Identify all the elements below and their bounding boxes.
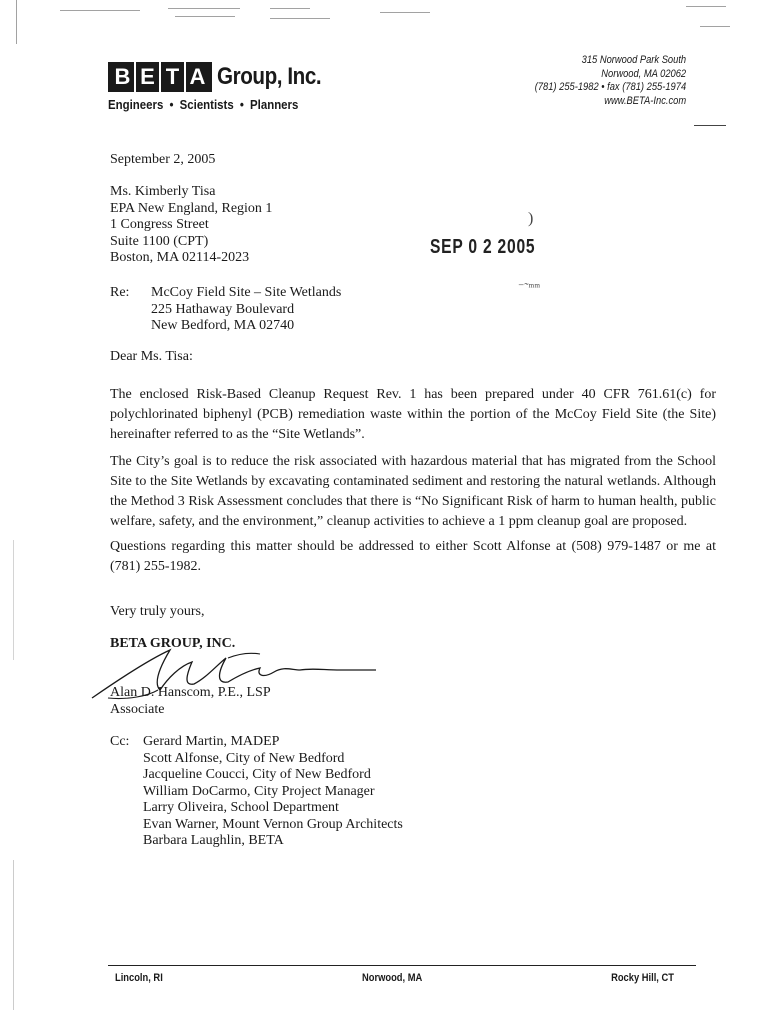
tagline-item: Engineers: [108, 97, 164, 112]
subject-lines: [151, 285, 341, 335]
body-paragraph: The City’s goal is to reduce the risk associated with hazardous material that has migrated from the School Site to the Site Wetlands by excavating contaminated sediment and restoring the natural wetlands. Although the Method 3 Risk Assessment concludes that there is “No Significant Risk of harm to human health, public welfare, safety, and the environment,” cleanup activities to achieve a 1 ppm cleanup goal are proposed.: [110, 454, 716, 529]
address-line: 315 Norwood Park South: [581, 54, 686, 66]
scan-artifact: [270, 18, 330, 19]
subject-line: New Bedford, MA 02740: [151, 318, 295, 333]
scan-artifact: [60, 10, 140, 11]
address-line: Norwood, MA 02062: [601, 67, 686, 80]
signer-block: [110, 684, 271, 718]
footer-office: Norwood, MA: [362, 972, 423, 984]
cc-recipient: William DoCarmo, City Project Manager: [143, 783, 375, 799]
address-line: (781) 255-1982 • fax (781) 255-1974: [534, 81, 686, 93]
header-rule: [694, 125, 726, 126]
scan-artifact: [13, 860, 14, 1010]
signer-name: Alan D. Hanscom, P.E., LSP: [110, 685, 271, 700]
cc-label: Cc:: [110, 734, 130, 749]
logo-letter-block: [108, 62, 212, 92]
tagline-item: Planners: [250, 97, 299, 112]
cc-recipient: Gerard Martin, MADEP: [143, 734, 280, 749]
recipient-line: 1 Congress Street: [110, 217, 209, 232]
subject-line: McCoy Field Site – Site Wetlands: [151, 285, 342, 300]
stamp-mark: ⁻˜ᵐᵐ: [518, 280, 541, 294]
scan-artifact: [686, 6, 726, 7]
scan-artifact: [13, 540, 14, 660]
website-link[interactable]: www.BETA-Inc.com: [604, 94, 686, 107]
logo-letter: A: [189, 64, 206, 89]
bullet-separator: •: [169, 97, 174, 112]
scan-artifact: [175, 16, 235, 17]
scan-artifact: [700, 26, 730, 27]
scan-artifact: [380, 12, 430, 13]
scan-artifact: [168, 8, 240, 9]
logo-letter: E: [136, 62, 161, 92]
footer-rule: [108, 965, 696, 966]
scan-artifact: [270, 8, 310, 9]
letter-date: September 2, 2005: [110, 152, 216, 167]
company-address: [535, 54, 686, 108]
subject-label: Re:: [110, 285, 130, 300]
tagline-item: Scientists: [179, 97, 234, 112]
stamp-mark: ): [528, 210, 534, 227]
footer-office: Rocky Hill, CT: [611, 972, 674, 984]
logo-letter: B: [111, 62, 136, 92]
company-tagline: [108, 97, 298, 112]
cc-recipient: Jacqueline Coucci, City of New Bedford: [143, 767, 371, 782]
cc-list: [143, 734, 403, 850]
body-paragraph: The enclosed Risk-Based Cleanup Request Rev. 1 has been prepared under 40 CFR 761.61(c) for polychlorinated biphenyl (PCB) remediation waste within the portion of the McCoy Field Site (the Site) hereinafter referred to as the “Site Wetlands”.: [110, 387, 716, 442]
company-name: BETA GROUP, INC.: [110, 636, 236, 651]
logo-word: Group, Inc.: [217, 63, 322, 90]
recipient-line: Suite 1100 (CPT): [110, 233, 209, 249]
logo-letter: T: [161, 62, 186, 92]
closing: Very truly yours,: [110, 604, 205, 619]
salutation: Dear Ms. Tisa:: [110, 349, 193, 364]
subject-line: 225 Hathaway Boulevard: [151, 301, 295, 317]
recipient-line: Boston, MA 02114-2023: [110, 250, 250, 265]
cc-recipient: Larry Oliveira, School Department: [143, 800, 339, 815]
bullet-separator: •: [239, 97, 244, 112]
cc-recipient: Scott Alfonse, City of New Bedford: [143, 750, 345, 766]
received-date-stamp: SEP 0 2 2005: [430, 236, 536, 258]
cc-recipient: Barbara Laughlin, BETA: [143, 833, 284, 848]
signer-title: Associate: [110, 702, 165, 717]
body-paragraph: Questions regarding this matter should be addressed to either Scott Alfonse at (508) 979-1487 or me at (781) 255-1982.: [110, 539, 716, 574]
recipient-address: [110, 184, 272, 267]
recipient-line: EPA New England, Region 1: [110, 200, 273, 216]
cc-recipient: Evan Warner, Mount Vernon Group Architects: [143, 816, 403, 832]
footer-office: Lincoln, RI: [115, 972, 163, 984]
scan-artifact: [16, 0, 17, 44]
company-logo: [108, 62, 338, 92]
recipient-line: Ms. Kimberly Tisa: [110, 184, 216, 199]
